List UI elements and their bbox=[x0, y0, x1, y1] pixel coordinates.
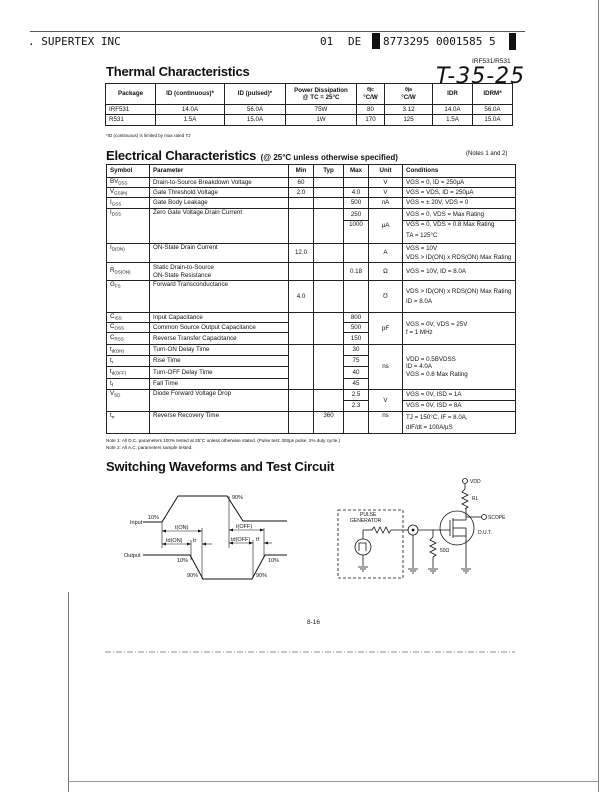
symbol-base: G bbox=[110, 281, 115, 288]
symbol-base: t bbox=[110, 379, 112, 387]
cell: 14.0A bbox=[433, 105, 473, 115]
parameter: Forward Transconductance bbox=[150, 281, 289, 313]
parameter: Reverse Recovery Time bbox=[150, 412, 289, 434]
symbol-sub: OSS bbox=[114, 325, 124, 331]
thermal-title: Thermal Characteristics bbox=[106, 64, 250, 79]
symbol-sub: rr bbox=[111, 414, 115, 420]
parameter: Zero Gate Voltage Drain Current bbox=[150, 209, 289, 244]
unit: V bbox=[369, 188, 403, 198]
symbol-base: BV bbox=[110, 178, 119, 185]
cell: 15.0A bbox=[473, 115, 513, 126]
cell: 3.12 bbox=[385, 105, 433, 115]
cell: 80 bbox=[357, 105, 385, 115]
cell: R531 bbox=[106, 115, 156, 126]
tdoff-label: td(OFF) bbox=[231, 537, 251, 543]
cell: IRF531 bbox=[106, 105, 156, 115]
vdd-label: VDD bbox=[470, 479, 481, 485]
catalog-codes: 8773295 0001585 5 bbox=[383, 35, 496, 48]
col-max: Max bbox=[344, 165, 369, 178]
condition-line: VGS = 10V bbox=[406, 244, 438, 252]
cell: 1.5A bbox=[433, 115, 473, 126]
code-01: 01 bbox=[320, 35, 334, 48]
cell: 15.0A bbox=[225, 115, 286, 126]
cell: 125 bbox=[385, 115, 433, 126]
col-idr: IDR bbox=[433, 84, 473, 105]
vdd-terminal-icon bbox=[463, 479, 468, 484]
input-waveform bbox=[143, 496, 287, 522]
cell: 1W bbox=[286, 115, 357, 126]
parameter: ON-State Drain Current bbox=[150, 244, 289, 263]
parameter: Turn-ON Delay Time bbox=[150, 345, 289, 356]
max: 500 bbox=[344, 198, 369, 209]
max: 0.18 bbox=[344, 263, 369, 281]
power-label: Power Dissipation bbox=[294, 86, 348, 94]
symbol-base: V bbox=[110, 188, 115, 195]
typ: 360 bbox=[314, 412, 344, 434]
pulse-label: PULSE bbox=[360, 512, 377, 518]
generator-label: GENERATOR bbox=[350, 518, 382, 524]
symbol-sub: r bbox=[111, 359, 114, 364]
condition-line: TA = 125°C bbox=[406, 231, 438, 239]
max: 250 bbox=[344, 209, 369, 221]
parameter: Diode Forward Voltage Drop bbox=[150, 390, 289, 412]
condition-line: TJ = 150°C, IF = 8.0A, bbox=[406, 414, 468, 421]
symbol-base: t bbox=[110, 368, 112, 375]
symbol-base: C bbox=[110, 323, 115, 330]
cell: 56.0A bbox=[473, 105, 513, 115]
symbol-sub: GSS bbox=[111, 201, 122, 206]
unit: ns bbox=[369, 412, 403, 434]
parameter: Drain-to-Source Breakdown Voltage bbox=[150, 178, 289, 188]
cell: 56.0A bbox=[225, 105, 286, 115]
symbol-sub: DS(ON) bbox=[114, 269, 131, 275]
conditions: VGS = 0V, ISD = 8A bbox=[403, 401, 516, 412]
max: 2.5 bbox=[344, 390, 369, 401]
rl-label: RL bbox=[472, 496, 479, 502]
page-number: 8-16 bbox=[307, 619, 321, 626]
symbol-sub: f bbox=[111, 382, 113, 387]
symbol-base: I bbox=[110, 209, 112, 216]
symbol-sub: FS bbox=[114, 283, 121, 289]
symbol-base: V bbox=[110, 390, 115, 397]
min: 12.0 bbox=[289, 244, 314, 263]
condition-line: VDS > ID(ON) x RDS(ON) Max Rating bbox=[406, 288, 512, 295]
cell: 14.0A bbox=[156, 105, 225, 115]
symbol-base: t bbox=[110, 412, 112, 419]
ton-label: t(ON) bbox=[175, 525, 189, 531]
scope-terminal-icon bbox=[482, 515, 487, 520]
col-id-continuous: ID (continuous)* bbox=[156, 84, 225, 105]
conditions: VGS = 10V, ID = 8.0A bbox=[403, 263, 516, 281]
unit: ℧ bbox=[369, 281, 403, 313]
cell: 1.5A bbox=[156, 115, 225, 126]
electrical-subtitle: (@ 25°C unless otherwise specified) bbox=[260, 153, 398, 162]
tdon-label: td(ON) bbox=[166, 538, 183, 544]
unit: nA bbox=[369, 198, 403, 209]
symbol-base: R bbox=[110, 267, 115, 274]
parameter-line: ON-State Resistance bbox=[153, 271, 212, 279]
code-de: DE bbox=[348, 35, 362, 48]
symbol-sub: d(OFF) bbox=[111, 370, 127, 376]
symbol-base: I bbox=[110, 198, 112, 206]
col-symbol: Symbol bbox=[107, 165, 150, 178]
pct-label: 90% bbox=[187, 573, 199, 579]
unit: °C/W bbox=[401, 94, 416, 101]
condition-line: VGS = 0, VDS = 0.8 Max Rating bbox=[406, 221, 495, 228]
condition-line: f = 1 MHz bbox=[406, 328, 433, 336]
col-unit: Unit bbox=[369, 165, 403, 178]
handwritten-code: T-35-25 bbox=[436, 64, 526, 89]
cell: 75W bbox=[286, 105, 357, 115]
resistor-50-label: 50Ω bbox=[440, 548, 450, 554]
cell: 170 bbox=[357, 115, 385, 126]
power-cond: @ TC = 25°C bbox=[302, 94, 340, 101]
parameter-line: Static Drain-to-Source bbox=[153, 264, 214, 271]
symbol-sub: ISS bbox=[114, 315, 122, 321]
theta-jc: θjc bbox=[367, 86, 374, 93]
thermal-footnote: *ID (continuous) is limited by max rated TJ bbox=[106, 133, 191, 138]
max: 800 bbox=[344, 313, 369, 323]
col-idrm: IDRM* bbox=[473, 84, 513, 105]
dut-label: D.U.T. bbox=[478, 530, 492, 536]
unit: V bbox=[369, 390, 403, 412]
max: 150 bbox=[344, 333, 369, 345]
col-typ: Typ bbox=[314, 165, 344, 178]
resistor-50-icon bbox=[430, 537, 436, 557]
conditions: VGS = 0V, ISD = 1A bbox=[403, 390, 516, 401]
note-2: Note 2: All A.C. parameters sample tested. bbox=[106, 445, 193, 450]
condition-line: dIF/dt = 100A/µS bbox=[406, 423, 453, 431]
condition-line: VDD = 0.5BVDSS bbox=[406, 355, 456, 363]
unit: ns bbox=[369, 345, 403, 390]
input-label: Input bbox=[130, 520, 143, 526]
parameter: Gate Threshold Voltage bbox=[150, 188, 289, 198]
test-circuit bbox=[338, 479, 487, 579]
parameter: Common Source Output Capacitance bbox=[150, 323, 289, 333]
condition-line: VGS = 0.8 Max Rating bbox=[406, 370, 468, 378]
pulse-glyph bbox=[359, 543, 366, 551]
min: 4.0 bbox=[289, 281, 314, 313]
condition-line: ID = 8.0A bbox=[406, 297, 432, 305]
symbol-sub: GS(th) bbox=[114, 190, 128, 196]
parameter: Fall Time bbox=[150, 379, 289, 390]
unit: °C/W bbox=[363, 94, 378, 101]
parameter: Rise Time bbox=[150, 356, 289, 367]
symbol-base: C bbox=[110, 334, 115, 341]
switching-title: Switching Waveforms and Test Circuit bbox=[106, 459, 335, 474]
col-min: Min bbox=[289, 165, 314, 178]
parameter: Turn-OFF Delay Time bbox=[150, 367, 289, 379]
min: 60 bbox=[289, 178, 314, 188]
max: 2.3 bbox=[344, 401, 369, 412]
symbol-base: t bbox=[110, 356, 112, 364]
symbol-base: t bbox=[110, 345, 112, 353]
pct-label: 10% bbox=[268, 558, 280, 564]
ground-icons bbox=[358, 567, 471, 573]
note-1: Note 1: All D.C. parameters 100% tested at 25°C unless otherwise stated. (Pulse test: 300µs pulse, 2% duty cycle.) bbox=[106, 438, 341, 443]
unit: µA bbox=[369, 209, 403, 244]
tr-label: tr bbox=[193, 538, 197, 544]
condition-line: VGS = 0V, VDS = 25V bbox=[406, 321, 468, 328]
symbol-sub: d(ON) bbox=[111, 348, 124, 353]
resistor-icon bbox=[372, 527, 391, 533]
theta-ja: θja bbox=[405, 86, 412, 93]
max: 30 bbox=[344, 345, 369, 356]
pct-label: 90% bbox=[232, 495, 244, 501]
electrical-title-text: Electrical Characteristics bbox=[106, 148, 257, 163]
pct-label: 10% bbox=[148, 515, 160, 521]
symbol-sub: D(ON) bbox=[111, 246, 125, 252]
output-label: Output bbox=[124, 553, 141, 559]
unit: V bbox=[369, 178, 403, 188]
symbol-base: I bbox=[110, 244, 112, 251]
col-conditions: Conditions bbox=[403, 165, 516, 178]
pct-label: 10% bbox=[177, 558, 189, 564]
conditions: VGS = ± 20V, VDS = 0 bbox=[403, 198, 516, 209]
max: 40 bbox=[344, 367, 369, 379]
load-resistor-icon bbox=[462, 489, 468, 509]
col-parameter: Parameter bbox=[150, 165, 289, 178]
symbol-sub: SD bbox=[114, 392, 121, 398]
unit: A bbox=[369, 244, 403, 263]
tf-label: tf bbox=[256, 537, 260, 543]
symbol-sub: DSS bbox=[118, 180, 128, 186]
parameter: Gate Body Leakage bbox=[150, 198, 289, 209]
unit: pF bbox=[369, 313, 403, 345]
conditions: VGS = VDS, ID = 250µA bbox=[403, 188, 516, 198]
parameter: Input Capacitance bbox=[150, 313, 289, 323]
pulse-source-icon bbox=[355, 539, 371, 555]
condition-line: ID = 4.0A bbox=[406, 363, 432, 371]
symbol-base: C bbox=[110, 313, 115, 320]
max: 1000 bbox=[344, 221, 369, 244]
parameter: Reverse Transfer Capacitance bbox=[150, 333, 289, 345]
condition-line: VDS > ID(ON) x RDS(ON) Max Rating bbox=[406, 254, 512, 261]
conditions: VGS = 0, ID = 250µA bbox=[403, 178, 516, 188]
conditions: VGS = 0, VDS = Max Rating bbox=[403, 209, 516, 221]
scope-label: SCOPE bbox=[488, 515, 506, 521]
symbol-sub: RSS bbox=[114, 336, 124, 342]
unit: Ω bbox=[369, 263, 403, 281]
max: 45 bbox=[344, 379, 369, 390]
max: 500 bbox=[344, 323, 369, 333]
symbol-sub: DSS bbox=[111, 211, 121, 217]
col-id-pulsed: ID (pulsed)* bbox=[225, 84, 286, 105]
min: 2.0 bbox=[289, 188, 314, 198]
max: 4.0 bbox=[344, 188, 369, 198]
part-number: IRF531/R531 bbox=[472, 58, 511, 65]
notes-reference: (Notes 1 and 2) bbox=[466, 151, 508, 157]
pct-label: 90% bbox=[256, 573, 268, 579]
col-package: Package bbox=[106, 84, 156, 105]
toff-label: t(OFF) bbox=[236, 524, 253, 530]
max: 75 bbox=[344, 356, 369, 367]
company-name: . SUPERTEX INC bbox=[28, 35, 121, 48]
